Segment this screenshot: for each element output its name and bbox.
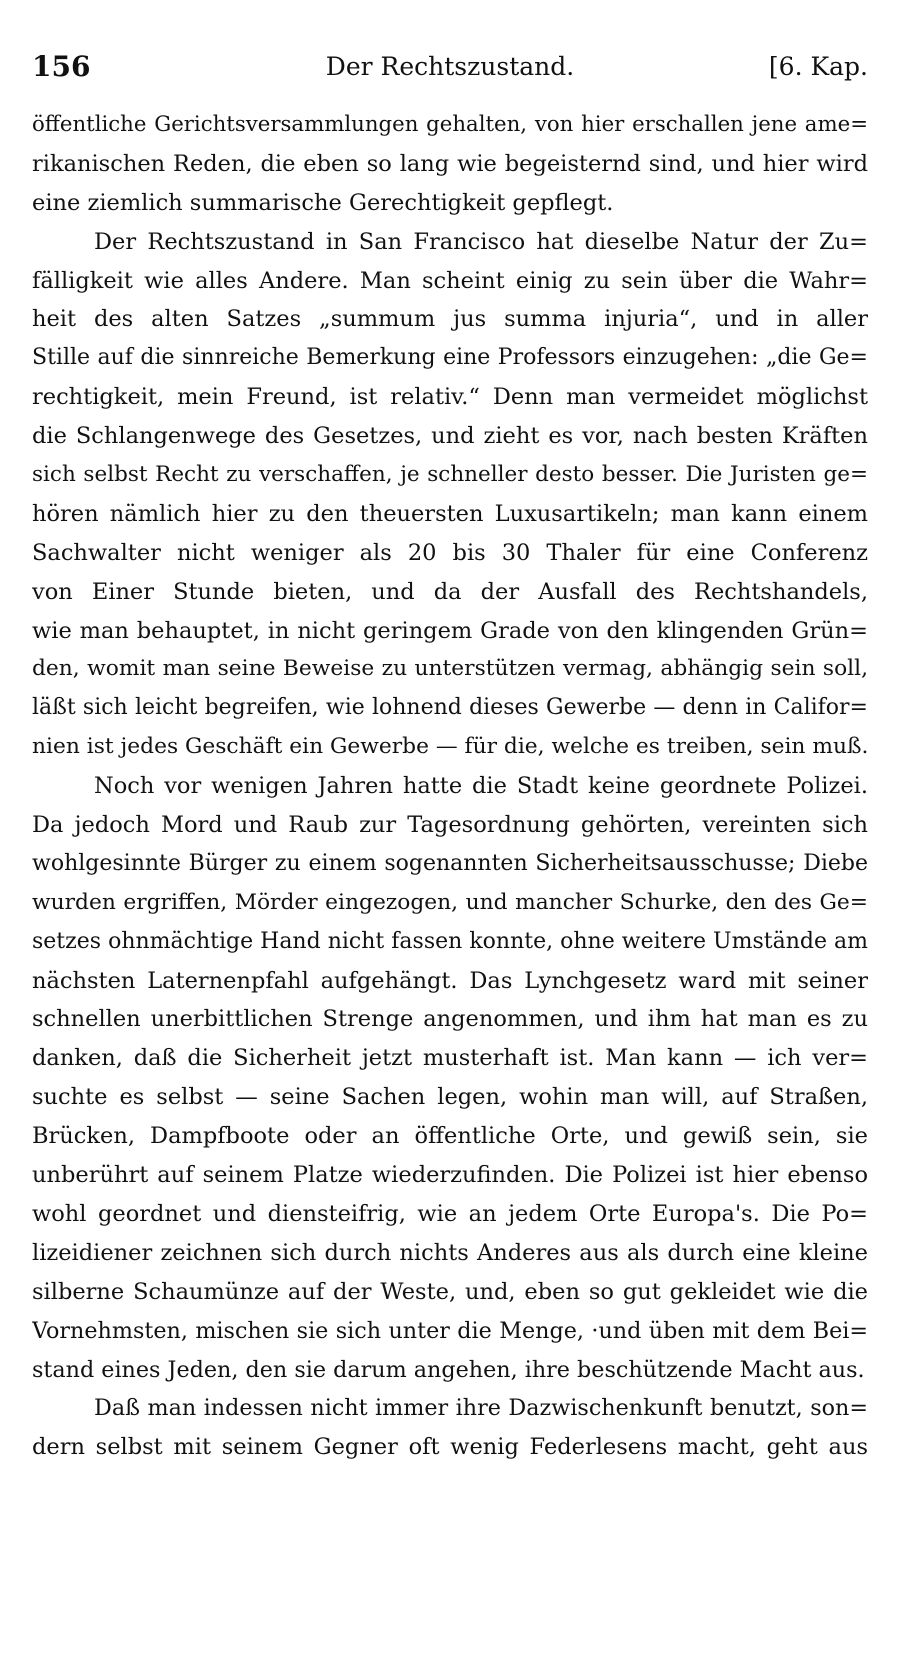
- paragraph-2: [32, 223, 868, 767]
- running-title: Der Rechtszustand.: [325, 52, 575, 81]
- text-line: nächsten Laternenpfahl aufgehängt. Das Lynchgesetz ward mit seiner: [32, 967, 868, 994]
- text-line: dern selbst mit seinem Gegner oft wenig Federlesens macht, geht aus: [32, 1434, 868, 1461]
- text-line: schnellen unerbittlichen Strenge angenommen, und ihm hat man es zu: [32, 1006, 868, 1033]
- text-line: läßt sich leicht begreifen, wie lohnend dieses Gewerbe — denn in Califor=: [32, 695, 868, 721]
- text-line: wie man behauptet, in nicht geringem Grade von den klingenden Grün=: [32, 617, 868, 644]
- text-line: Sachwalter nicht weniger als 20 bis 30 Thaler für eine Conferenz: [32, 539, 868, 566]
- text-line: die Schlangenwege des Gesetzes, und zieht es vor, nach besten Kräften: [32, 423, 868, 450]
- text-line: hören nämlich hier zu den theuersten Luxusartikeln; man kann einem: [32, 500, 868, 527]
- body-text: [32, 106, 868, 1467]
- paragraph-3: [32, 767, 868, 1389]
- text-line: Vornehmsten, mischen sie sich unter die Menge, ·und üben mit dem Bei=: [32, 1317, 868, 1344]
- text-line: silberne Schaumünze auf der Weste, und, eben so gut gekleidet wie die: [32, 1278, 868, 1305]
- text-line: den, womit man seine Beweise zu unterstützen vermag, abhängig sein soll,: [32, 656, 868, 682]
- text-line: Brücken, Dampfboote oder an öffentliche Orte, und gewiß sein, sie: [32, 1123, 868, 1150]
- chapter-reference: [6. Kap.: [768, 52, 868, 81]
- text-line: heit des alten Satzes „summum jus summa injuria“, und in aller: [32, 306, 868, 333]
- text-line: sich selbst Recht zu verschaffen, je schneller desto besser. Die Juristen ge=: [32, 462, 868, 488]
- text-line: lizeidiener zeichnen sich durch nichts Anderes aus als durch eine kleine: [32, 1239, 868, 1266]
- text-line: öffentliche Gerichtsversammlungen gehalten, von hier erschallen jene ame=: [32, 112, 868, 137]
- text-line: wohl geordnet und diensteifrig, wie an jedem Orte Europa's. Die Po=: [32, 1200, 868, 1227]
- text-line: rechtigkeit, mein Freund, ist relativ.“ Denn man vermeidet möglichst: [32, 384, 868, 411]
- text-line: wurden ergriffen, Mörder eingezogen, und mancher Schurke, den des Ge=: [32, 889, 868, 915]
- text-line: nien ist jedes Geschäft ein Gewerbe — für die, welche es treiben, sein muß.: [32, 734, 868, 760]
- text-line: wohlgesinnte Bürger zu einem sogenannten Sicherheitsausschusse; Diebe: [32, 850, 868, 876]
- text-line: Daß man indessen nicht immer ihre Dazwischenkunft benutzt, son=: [94, 1395, 868, 1422]
- text-line: Der Rechtszustand in San Francisco hat dieselbe Natur der Zu=: [94, 228, 868, 255]
- paragraph-1: [32, 106, 868, 223]
- text-line: Stille auf die sinnreiche Bemerkung eine Professors einzugehen: „die Ge=: [32, 345, 868, 371]
- paragraph-4: [32, 1389, 868, 1467]
- text-line: stand eines Jeden, den sie darum angehen, ihre beschützende Macht aus.: [32, 1356, 865, 1383]
- text-line: Noch vor wenigen Jahren hatte die Stadt keine geordnete Polizei.: [94, 773, 868, 800]
- text-line: eine ziemlich summarische Gerechtigkeit gepflegt.: [32, 189, 614, 216]
- text-line: danken, daß die Sicherheit jetzt musterhaft ist. Man kann — ich ver=: [32, 1045, 868, 1072]
- text-line: von Einer Stunde bieten, und da der Ausfall des Rechtshandels,: [32, 578, 868, 605]
- text-line: Da jedoch Mord und Raub zur Tagesordnung gehörten, vereinten sich: [32, 812, 868, 839]
- page-header: [32, 50, 868, 90]
- page-number: 156: [32, 50, 91, 83]
- text-line: setzes ohnmächtige Hand nicht fassen konnte, ohne weitere Umstände am: [32, 928, 868, 954]
- text-line: unberührt auf seinem Platze wiederzufinden. Die Polizei ist hier ebenso: [32, 1162, 868, 1189]
- text-line: fälligkeit wie alles Andere. Man scheint einig zu sein über die Wahr=: [32, 267, 868, 294]
- text-line: suchte es selbst — seine Sachen legen, wohin man will, auf Straßen,: [32, 1084, 868, 1111]
- text-line: rikanischen Reden, die eben so lang wie begeisternd sind, und hier wird: [32, 150, 868, 177]
